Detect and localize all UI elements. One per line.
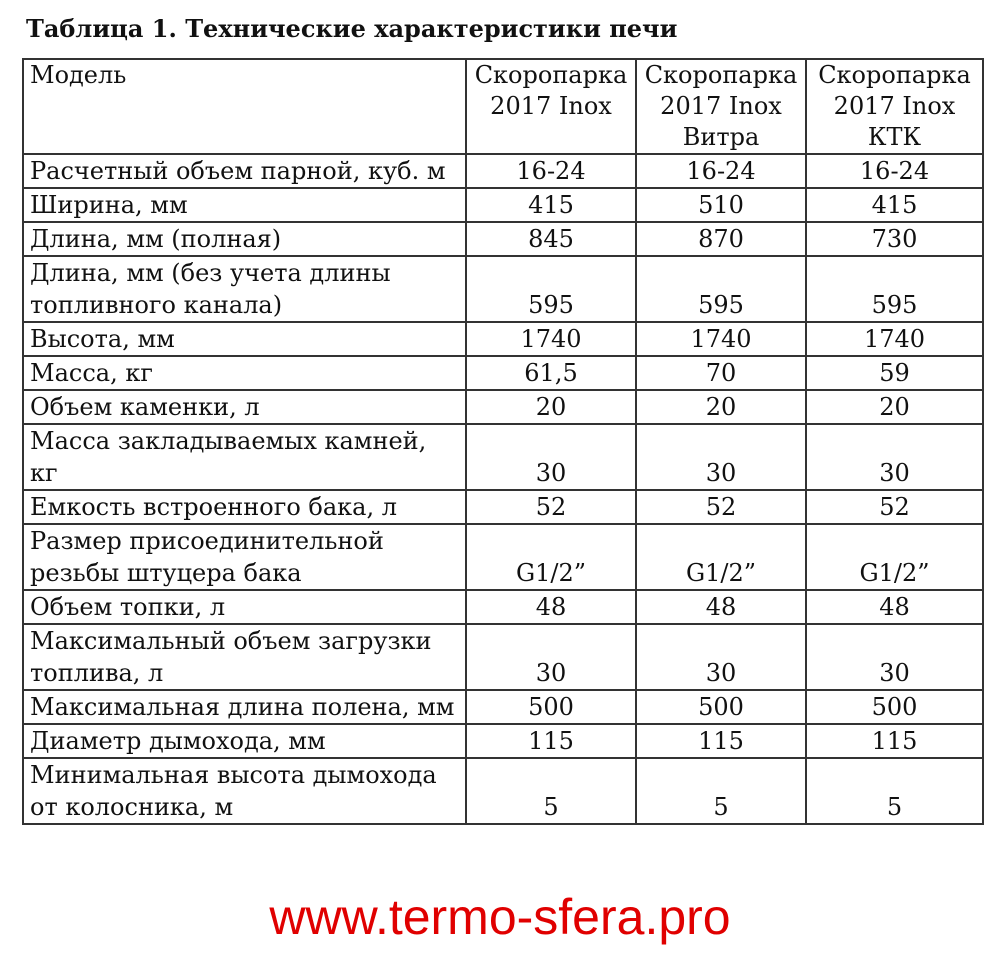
row-value: 845 [466,222,636,256]
table-row [23,188,983,222]
row-label: Диаметр дымохода, мм [23,724,466,758]
row-value: 730 [806,222,983,256]
table-row [23,724,983,758]
table-caption: Таблица 1. Технические характеристики печи [26,14,678,43]
table-row [23,322,983,356]
row-label: Ширина, мм [23,188,466,222]
row-value: 52 [466,490,636,524]
table-row [23,222,983,256]
row-value: 16-24 [466,154,636,188]
row-value: 415 [806,188,983,222]
row-label: Длина, мм (полная) [23,222,466,256]
table-row [23,524,983,590]
header-model-2: Скоропарка 2017 Inox Витра [636,59,806,154]
table-row [23,390,983,424]
row-value: 70 [636,356,806,390]
row-label: Размер присоединительной резьбы штуцера бака [23,524,466,590]
row-label: Длина, мм (без учета длины топливного канала) [23,256,466,322]
row-label: Максимальный объем загрузки топлива, л [23,624,466,690]
row-value: 59 [806,356,983,390]
row-value: 595 [466,256,636,322]
row-value: 16-24 [636,154,806,188]
row-label: Масса закладываемых камней, кг [23,424,466,490]
row-value: 870 [636,222,806,256]
row-value: 20 [466,390,636,424]
row-value: 16-24 [806,154,983,188]
table-row [23,758,983,824]
row-value: 115 [466,724,636,758]
row-value: 1740 [466,322,636,356]
row-value: 5 [806,758,983,824]
row-value: 1740 [636,322,806,356]
row-value: 20 [636,390,806,424]
row-label: Расчетный объем парной, куб. м [23,154,466,188]
row-value: 20 [806,390,983,424]
website-watermark: www.termo-sfera.pro [269,889,731,945]
row-value: 52 [806,490,983,524]
table-row [23,490,983,524]
row-value: 61,5 [466,356,636,390]
row-value: 5 [636,758,806,824]
row-value: 30 [466,624,636,690]
row-value: 48 [806,590,983,624]
row-label: Максимальная длина полена, мм [23,690,466,724]
header-model-1: Скоропарка 2017 Inox [466,59,636,154]
row-value: 30 [806,624,983,690]
row-value: G1/2” [466,524,636,590]
table-row [23,624,983,690]
row-value: 500 [806,690,983,724]
table-row [23,356,983,390]
row-value: 115 [636,724,806,758]
row-value: G1/2” [806,524,983,590]
row-value: 48 [636,590,806,624]
table-row [23,154,983,188]
table-row [23,256,983,322]
row-value: 115 [806,724,983,758]
table-header-row [23,59,983,154]
row-label: Объем каменки, л [23,390,466,424]
row-label: Объем топки, л [23,590,466,624]
row-value: 510 [636,188,806,222]
row-value: 48 [466,590,636,624]
row-value: 30 [636,624,806,690]
row-label: Масса, кг [23,356,466,390]
row-value: 595 [806,256,983,322]
row-value: G1/2” [636,524,806,590]
table-row [23,590,983,624]
row-value: 30 [806,424,983,490]
header-model-label: Модель [23,59,466,154]
table-row [23,690,983,724]
row-value: 30 [466,424,636,490]
row-label: Минимальная высота дымохода от колосника, м [23,758,466,824]
spec-table [22,58,984,825]
row-value: 52 [636,490,806,524]
row-label: Высота, мм [23,322,466,356]
row-value: 30 [636,424,806,490]
row-value: 500 [466,690,636,724]
table-row [23,424,983,490]
row-value: 415 [466,188,636,222]
row-value: 595 [636,256,806,322]
header-model-3: Скоропарка 2017 Inox КТК [806,59,983,154]
row-label: Емкость встроенного бака, л [23,490,466,524]
row-value: 5 [466,758,636,824]
row-value: 500 [636,690,806,724]
row-value: 1740 [806,322,983,356]
